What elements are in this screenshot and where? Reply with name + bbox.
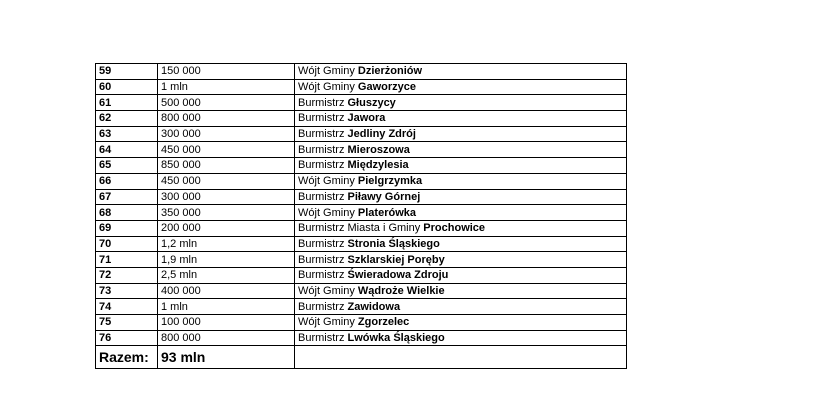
row-amount: 1,9 mln [158, 252, 295, 268]
recipient-name: Jedliny Zdrój [347, 128, 416, 141]
recipient-title: Wójt Gminy [298, 206, 358, 219]
row-amount: 850 000 [158, 158, 295, 174]
row-number: 75 [96, 315, 158, 331]
row-recipient [295, 252, 627, 268]
recipient-name: Prochowice [423, 222, 486, 235]
row-recipient [295, 158, 627, 174]
row-amount: 350 000 [158, 205, 295, 221]
recipient-name: Świeradowa Zdroju [347, 269, 449, 282]
recipient-title: Wójt Gminy [298, 81, 358, 94]
row-amount: 500 000 [158, 95, 295, 111]
row-amount: 300 000 [158, 189, 295, 205]
row-number: 66 [96, 173, 158, 189]
row-recipient [295, 111, 627, 127]
row-recipient [295, 173, 627, 189]
recipient-title: Wójt Gminy [298, 316, 358, 329]
table-row [96, 205, 627, 221]
row-number: 65 [96, 158, 158, 174]
row-number: 63 [96, 126, 158, 142]
table-body [96, 64, 627, 346]
row-number: 70 [96, 236, 158, 252]
recipient-title: Burmistrz [298, 96, 348, 109]
row-recipient [295, 283, 627, 299]
table-row [96, 158, 627, 174]
row-amount: 1 mln [158, 79, 295, 95]
recipient-title: Burmistrz [298, 190, 348, 203]
row-recipient [295, 299, 627, 315]
recipient-name: Jawora [347, 112, 386, 125]
recipient-title: Wójt Gminy [298, 175, 358, 188]
recipient-name: Głuszycy [347, 96, 396, 109]
row-number: 71 [96, 252, 158, 268]
funding-table [95, 63, 627, 369]
row-number: 67 [96, 189, 158, 205]
row-amount: 450 000 [158, 173, 295, 189]
recipient-name: Stronia Śląskiego [347, 237, 440, 250]
row-recipient [295, 79, 627, 95]
table-row [96, 220, 627, 236]
table-row [96, 79, 627, 95]
row-number: 60 [96, 79, 158, 95]
recipient-name: Szklarskiej Poręby [347, 253, 445, 266]
row-amount: 800 000 [158, 330, 295, 346]
recipient-name: Pielgrzymka [357, 175, 423, 188]
recipient-name: Lwówka Śląskiego [347, 332, 445, 345]
table-row [96, 64, 627, 80]
row-number: 64 [96, 142, 158, 158]
table-row [96, 299, 627, 315]
recipient-title: Burmistrz [298, 237, 348, 250]
table-row [96, 95, 627, 111]
recipient-title: Burmistrz [298, 253, 348, 266]
recipient-title: Burmistrz [298, 269, 348, 282]
total-amount: 93 mln [158, 346, 295, 369]
row-number: 61 [96, 95, 158, 111]
table-row [96, 111, 627, 127]
total-row [96, 346, 627, 369]
row-recipient [295, 267, 627, 283]
table-row [96, 189, 627, 205]
recipient-title: Burmistrz [298, 112, 348, 125]
row-number: 68 [96, 205, 158, 221]
table-row [96, 315, 627, 331]
row-recipient [295, 64, 627, 80]
row-recipient [295, 315, 627, 331]
row-number: 59 [96, 64, 158, 80]
row-amount: 400 000 [158, 283, 295, 299]
row-amount: 100 000 [158, 315, 295, 331]
row-number: 73 [96, 283, 158, 299]
recipient-title: Burmistrz [298, 300, 348, 313]
row-recipient [295, 126, 627, 142]
table-row [96, 126, 627, 142]
recipient-name: Piławy Górnej [347, 190, 421, 203]
row-recipient [295, 330, 627, 346]
recipient-title: Burmistrz [298, 332, 348, 345]
recipient-title: Burmistrz [298, 128, 348, 141]
row-recipient [295, 236, 627, 252]
row-amount: 200 000 [158, 220, 295, 236]
recipient-name: Zawidowa [347, 300, 401, 313]
row-recipient [295, 95, 627, 111]
row-amount: 450 000 [158, 142, 295, 158]
row-number: 76 [96, 330, 158, 346]
row-recipient [295, 142, 627, 158]
table-row [96, 142, 627, 158]
recipient-title: Burmistrz Miasta i Gminy [298, 222, 424, 235]
recipient-name: Zgorzelec [357, 316, 410, 329]
recipient-title: Wójt Gminy [298, 65, 358, 78]
row-amount: 2,5 mln [158, 267, 295, 283]
table-row [96, 283, 627, 299]
table-row [96, 173, 627, 189]
row-amount: 1 mln [158, 299, 295, 315]
table-row [96, 330, 627, 346]
row-number: 74 [96, 299, 158, 315]
recipient-title: Burmistrz [298, 143, 348, 156]
row-amount: 150 000 [158, 64, 295, 80]
table-footer [96, 346, 627, 369]
row-number: 72 [96, 267, 158, 283]
recipient-name: Mieroszowa [347, 143, 410, 156]
row-number: 69 [96, 220, 158, 236]
recipient-name: Międzylesia [347, 159, 409, 172]
recipient-name: Dzierżoniów [357, 65, 423, 78]
recipient-name: Wądroże Wielkie [357, 284, 445, 297]
row-recipient [295, 205, 627, 221]
row-number: 62 [96, 111, 158, 127]
recipient-name: Gaworzyce [357, 81, 416, 94]
table-row [96, 252, 627, 268]
table-row [96, 267, 627, 283]
row-amount: 1,2 mln [158, 236, 295, 252]
row-amount: 300 000 [158, 126, 295, 142]
recipient-name: Platerówka [357, 206, 416, 219]
table-row [96, 236, 627, 252]
row-recipient [295, 189, 627, 205]
recipient-title: Wójt Gminy [298, 284, 358, 297]
total-extra [295, 346, 627, 369]
recipient-title: Burmistrz [298, 159, 348, 172]
row-amount: 800 000 [158, 111, 295, 127]
total-label: Razem: [96, 346, 158, 369]
row-recipient [295, 220, 627, 236]
